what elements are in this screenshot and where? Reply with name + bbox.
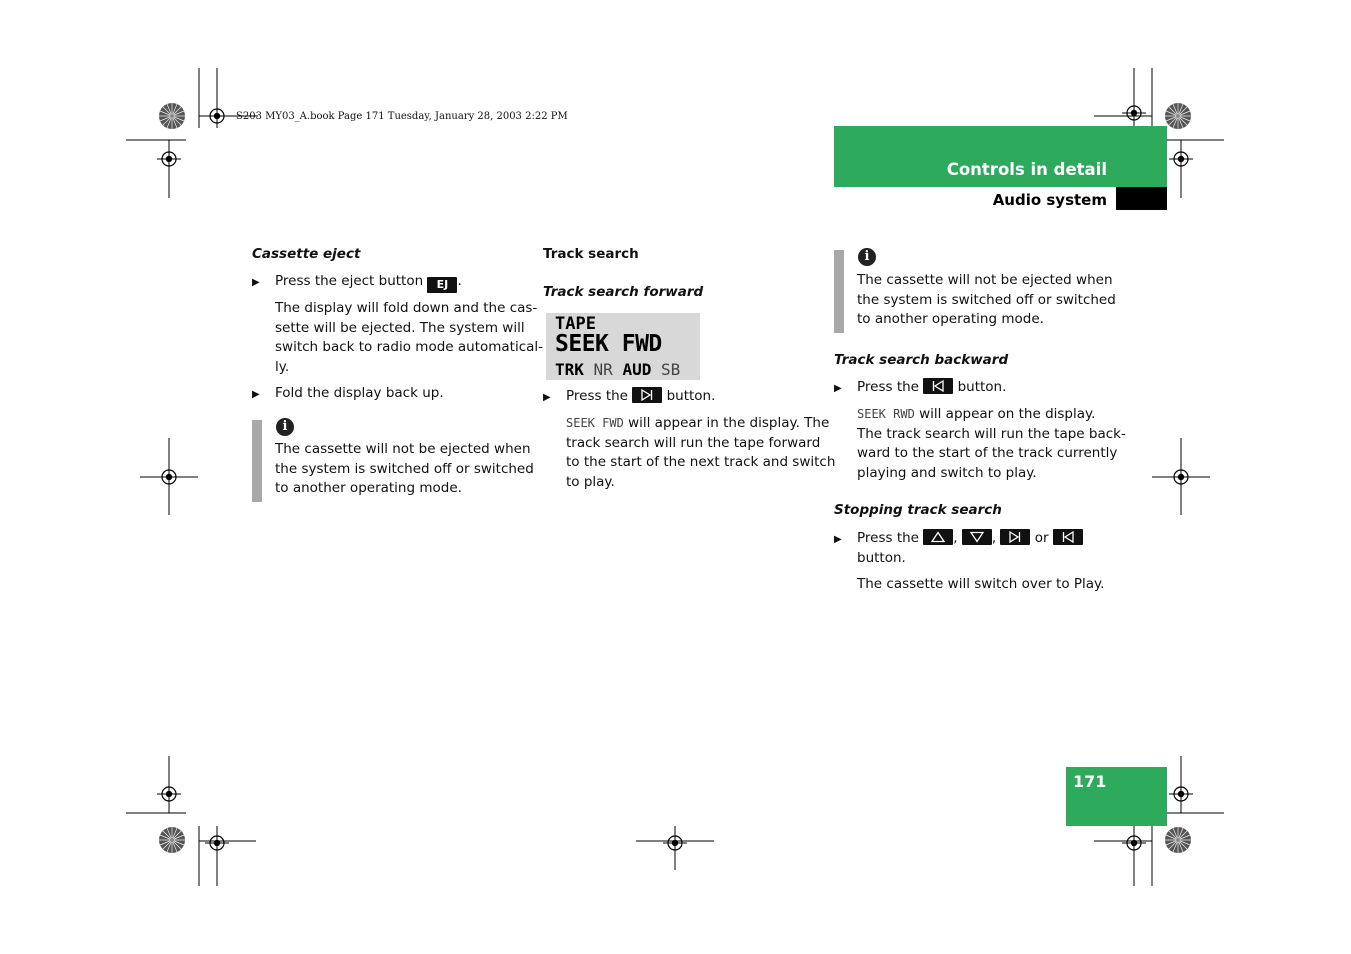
separator: , (991, 530, 997, 546)
skip-forward-icon (1000, 529, 1030, 545)
info-bar (834, 250, 844, 333)
text-span: will appear on the display. (919, 406, 1096, 422)
backward-step (857, 378, 1006, 398)
seek-fwd-term: SEEK FWD (566, 416, 624, 430)
bullet-arrow-icon: ▶ (252, 277, 260, 288)
display-line-1: TAPE (555, 314, 596, 334)
skip-back-icon (1053, 529, 1083, 545)
bullet-arrow-icon: ▶ (834, 534, 842, 545)
text-line (857, 529, 1083, 549)
seek-rwd-term: SEEK RWD (857, 407, 915, 421)
eject-step (275, 272, 462, 293)
text-line: The cassette will not be ejected when (857, 272, 1113, 288)
text-line: to the start of the next track and switch (566, 454, 836, 470)
display-nr: NR (593, 360, 613, 379)
text-line: playing and switch to play. (857, 464, 1037, 481)
text-line: the system is switched off or switched (275, 460, 534, 477)
text-line: to another operating mode. (857, 311, 1044, 327)
skip-back-icon (923, 378, 953, 394)
separator: , (953, 530, 958, 546)
display-trk: TRK (555, 360, 584, 379)
down-arrow-icon (962, 529, 992, 545)
text-line: button. (857, 549, 906, 566)
bullet-arrow-icon: ▶ (543, 392, 551, 403)
step-text: Press the (857, 379, 919, 395)
text-line: The track search will run the tape back- (857, 425, 1126, 442)
text-line: to another operating mode. (275, 480, 462, 496)
display-line-3 (555, 360, 680, 379)
text-line: sette will be ejected. The system will (275, 319, 525, 336)
step-text: Press the (566, 388, 628, 404)
backward-description (857, 405, 1126, 483)
subsection-title: Audio system (992, 191, 1107, 209)
display-line-2: SEEK FWD (555, 331, 662, 357)
info-icon: i (276, 418, 294, 436)
text-line: ward to the start of the track currently (857, 445, 1118, 461)
skip-forward-icon (632, 387, 662, 403)
display-aud: AUD (622, 360, 652, 379)
text-line: to play. (566, 473, 615, 490)
text-line: track search will run the tape forward (566, 434, 821, 451)
info-bar (252, 420, 262, 502)
or-text: or (1034, 530, 1049, 546)
bullet-arrow-icon: ▶ (834, 383, 842, 394)
eject-step-text: Press the eject button (275, 273, 424, 289)
text-line: switch back to radio mode automatical- (275, 339, 544, 355)
text-line: the system is switched off or switched (857, 291, 1116, 308)
track-search-backward-heading: Track search backward (834, 352, 1009, 368)
info-icon: i (858, 248, 876, 266)
text-line: The cassette will not be ejected when (275, 441, 531, 457)
page-number: 171 (1073, 772, 1107, 791)
info-note (275, 440, 534, 499)
forward-description (566, 414, 835, 492)
text-span: will appear in the display. The (628, 415, 830, 431)
text-line: The display will fold down and the cas- (275, 300, 538, 316)
text-line: ly. (275, 358, 290, 375)
header-block (1116, 187, 1167, 210)
step-text-end: button. (666, 388, 716, 404)
fold-display-step: Fold the display back up. (275, 385, 444, 401)
up-arrow-icon (923, 529, 953, 545)
stop-result: The cassette will switch over to Play. (857, 576, 1105, 592)
stopping-track-search-heading: Stopping track search (834, 502, 1002, 518)
stop-step (857, 529, 1083, 568)
text-line (857, 405, 1126, 425)
file-header: S203 MY03_A.book Page 171 Tuesday, January 28, 2003 2:22 PM (236, 111, 568, 122)
forward-step (566, 387, 715, 407)
eject-key-icon: EJ (427, 277, 457, 293)
eject-step-end: . (457, 273, 462, 289)
section-title: Controls in detail (946, 160, 1107, 179)
step-text: Press the (857, 530, 919, 546)
step-text-end: button. (957, 379, 1007, 395)
bullet-arrow-icon: ▶ (252, 389, 260, 400)
eject-description (275, 299, 543, 377)
track-search-heading: Track search (543, 246, 639, 262)
radio-display (546, 313, 700, 380)
text-line (566, 414, 835, 434)
cassette-eject-heading: Cassette eject (252, 246, 361, 262)
track-search-forward-heading: Track search forward (543, 284, 704, 300)
display-sb: SB (661, 360, 681, 379)
info-note (857, 271, 1116, 330)
